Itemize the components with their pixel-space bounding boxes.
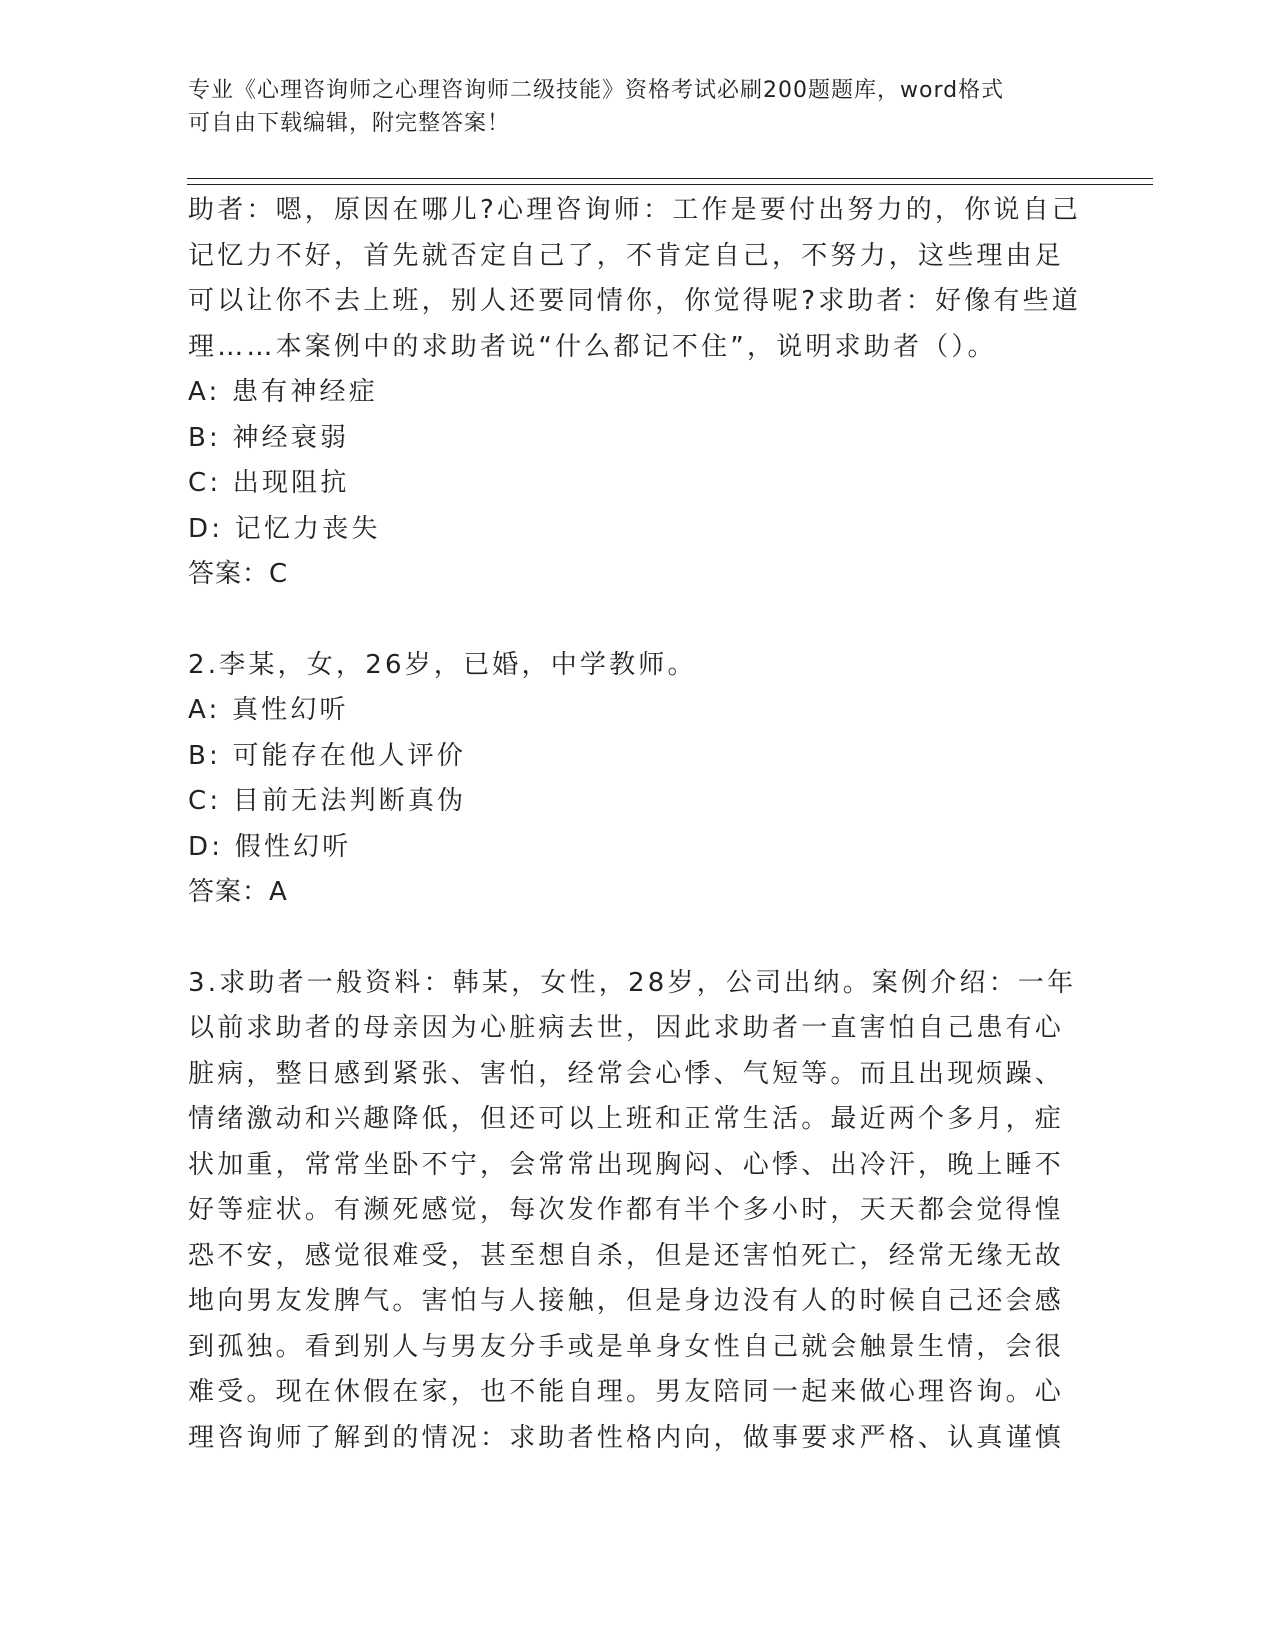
question-3-stem-line: 难受。现在休假在家，也不能自理。男友陪同一起来做心理咨询。心	[188, 1377, 1065, 1407]
question-1-option-c: C: 出现阻抗	[188, 468, 350, 498]
question-3-stem-line: 情绪激动和兴趣降低，但还可以上班和正常生活。最近两个多月，症	[188, 1104, 1065, 1134]
spacer	[188, 916, 1088, 961]
question-2-stem-line: 2.李某，女，26岁，已婚，中学教师。	[188, 649, 697, 680]
header-rule-bottom	[187, 184, 1153, 185]
question-3-stem-line: 以前求助者的母亲因为心脏病去世，因此求助者一直害怕自己患有心	[188, 1013, 1065, 1043]
question-1-stem-line: 助者：嗯，原因在哪儿?心理咨询师：工作是要付出努力的，你说自己	[188, 195, 1082, 225]
question-1-option-a: A: 患有神经症	[188, 377, 378, 407]
question-3-stem-line: 脏病，整日感到紧张、害怕，经常会心悸、气短等。而且出现烦躁、	[188, 1058, 1065, 1089]
question-3	[188, 961, 1088, 1462]
document-body	[188, 188, 1088, 1461]
question-1-answer: 答案：C	[188, 559, 289, 589]
header-title-line-2: 可自由下载编辑，附完整答案！	[188, 111, 511, 136]
header-rule-top	[187, 178, 1153, 179]
question-1-stem-line: 理……本案例中的求助者说“什么都记不住”，说明求助者（）。	[188, 331, 997, 362]
question-3-stem-line: 恐不安，感觉很难受，甚至想自杀，但是还害怕死亡，经常无缘无故	[188, 1240, 1065, 1271]
header-title-line-1: 专业《心理咨询师之心理咨询师二级技能》资格考试必刷200题题库，word格式	[188, 78, 1005, 103]
question-3-stem-line: 好等症状。有濒死感觉，每次发作都有半个多小时，天天都会觉得惶	[188, 1195, 1065, 1225]
question-1-stem-line: 可以让你不去上班，别人还要同情你，你觉得呢?求助者：好像有些道	[188, 286, 1082, 316]
question-1-stem-line: 记忆力不好，首先就否定自己了，不肯定自己，不努力，这些理由足	[188, 240, 1065, 271]
question-2-answer: 答案：A	[188, 877, 288, 907]
question-2-option-c: C: 目前无法判断真伪	[188, 786, 467, 816]
spacer	[188, 598, 1088, 643]
question-2	[188, 643, 1088, 916]
question-2-option-d: D: 假性幻听	[188, 831, 352, 862]
question-2-option-a: A: 真性幻听	[188, 695, 349, 725]
question-3-stem-line: 3.求助者一般资料：韩某，女性，28岁，公司出纳。案例介绍：一年	[188, 967, 1077, 998]
question-3-stem-line: 到孤独。看到别人与男友分手或是单身女性自己就会触景生情，会很	[188, 1331, 1065, 1362]
document-header	[188, 74, 1068, 140]
question-2-option-b: B: 可能存在他人评价	[188, 740, 467, 771]
question-3-stem-line: 地向男友发脾气。害怕与人接触，但是身边没有人的时候自己还会感	[188, 1286, 1065, 1316]
question-3-stem-line: 理咨询师了解到的情况：求助者性格内向，做事要求严格、认真谨慎	[188, 1422, 1065, 1453]
question-3-stem-line: 状加重，常常坐卧不宁，会常常出现胸闷、心悸、出冷汗，晚上睡不	[188, 1149, 1065, 1180]
question-1	[188, 188, 1088, 598]
question-1-option-d: D: 记忆力丧失	[188, 513, 381, 544]
question-1-option-b: B: 神经衰弱	[188, 422, 350, 453]
